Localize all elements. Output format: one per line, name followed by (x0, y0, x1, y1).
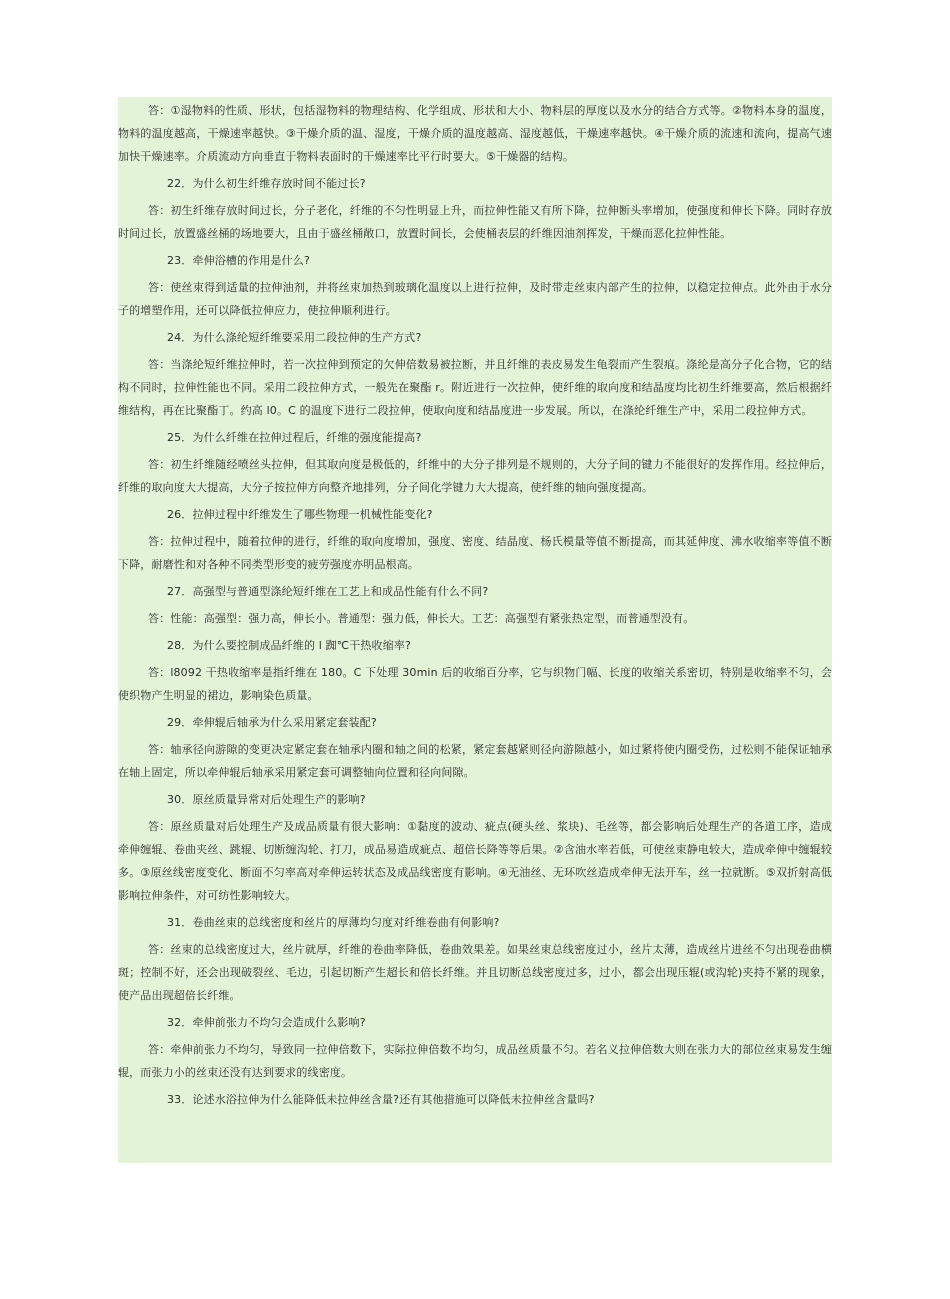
question-heading: 33．论述水浴拉伸为什么能降低未拉伸丝含量?还有其他措施可以降低未拉伸丝含量吗? (167, 1093, 595, 1106)
document-body (118, 97, 832, 1163)
answer-paragraph: 答：拉伸过程中，随着拉伸的进行，纤维的取向度增加，强度、密度、结晶度、杨氏模量等值不断提高，而其延伸度、沸水收缩率等值不断下降，耐磨性和对各种不同类型形变的疲劳强度亦明品根高。 (118, 535, 832, 571)
question-heading: 23．牵伸浴槽的作用是什么? (167, 254, 310, 267)
question-heading: 24．为什么涤纶短纤维要采用二段拉伸的生产方式? (167, 331, 422, 344)
answer-paragraph: 答：l8092 干热收缩率是指纤维在 180。C 下处理 30min 后的收缩百分率，它与织物门幅、长度的收缩关系密切，特别是收缩率不匀，会使织物产生明显的裙边，影响染色质量。 (118, 666, 832, 702)
answer-paragraph: 答：初生纤维存放时间过长，分子老化，纤维的不匀性明显上升，而拉伸性能又有所下降，拉伸断头率增加，使强度和伸长下降。同时存放时间过长，放置盛丝桶的场地要大，且由于盛丝桶敞口，放置时间长，会使桶表层的纤维因油剂挥发，干燥而恶化拉伸性能。 (118, 204, 832, 240)
question-heading: 22．为什么初生纤维存放时间不能过长? (167, 177, 366, 190)
question-heading: 26．拉伸过程中纤维发生了哪些物理一机械性能变化? (167, 508, 433, 521)
question-heading: 28．为什么要控制成品纤维的 l 踟℃干热收缩率? (167, 639, 411, 652)
question-heading: 32．牵伸前张力不均匀会造成什么影响? (167, 1016, 366, 1029)
question-heading: 27．高强型与普通型涤纶短纤维在工艺上和成品性能有什么不同? (167, 585, 489, 598)
answer-paragraph: 答：使丝束得到适量的拉伸油剂，并将丝束加热到玻璃化温度以上进行拉伸，及时带走丝束内部产生的拉伸，以稳定拉伸点。此外由于水分子的增塑作用，还可以降低拉伸应力，使拉伸顺利进行。 (118, 281, 832, 317)
question-heading: 30．原丝质量异常对后处理生产的影响? (167, 793, 366, 806)
answer-paragraph: 答：①湿物料的性质、形状，包括湿物料的物理结构、化学组成、形状和大小、物料层的厚度以及水分的结合方式等。②物料本身的温度，物料的温度越高，干燥速率越快。③干燥介质的温、湿度，干燥介质的温度越高、湿度越低，干燥速率越快。④干燥介质的流速和流向，提高气速加快干燥速率。介质流动方向垂直于物料表面时的干燥速率比平行时要大。⑤干燥器的结构。 (118, 104, 832, 163)
answer-paragraph: 答：牵伸前张力不均匀，导致同一拉伸倍数下，实际拉伸倍数不均匀，成品丝质量不匀。若名义拉伸倍数大则在张力大的部位丝束易发生缠辊，而张力小的丝束还没有达到要求的线密度。 (118, 1043, 832, 1079)
answer-paragraph: 答：轴承径向游隙的变更决定紧定套在轴承内圈和轴之间的松紧，紧定套越紧则径向游隙越小，如过紧将使内圈受伤，过松则不能保证轴承在轴上固定，所以牵伸辊后轴承采用紧定套可调整轴向位置和径向间隙。 (118, 743, 832, 779)
answer-paragraph: 答：性能：高强型：强力高，伸长小。普通型：强力低，伸长大。工艺：高强型有紧张热定型，而普通型没有。 (148, 612, 695, 625)
answer-paragraph: 答：丝束的总线密度过大，丝片就厚，纤维的卷曲率降低，卷曲效果差。如果丝束总线密度过小，丝片太薄，造成丝片进丝不匀出现卷曲横斑；控制不好，还会出现破裂丝、毛边，引起切断产生超长和倍长纤维。并且切断总线密度过多，过小，都会出现压辊(或沟轮)夹持不紧的现象，使产品出现超倍长纤维。 (118, 943, 832, 1002)
question-heading: 29．牵伸辊后轴承为什么采用紧定套装配? (167, 716, 377, 729)
answer-paragraph: 答：原丝质量对后处理生产及成品质量有很大影响：①黏度的波动、疵点(硬头丝、浆块)、毛丝等，都会影响后处理生产的各道工序，造成牵伸缠辊、卷曲夹丝、跳辊、切断缠沟轮、打刀，成品易造成疵点、超倍长降等等后果。②含油水率若低，可使丝束静电较大，造成牵伸中缠辊较多。③原丝线密度变化、断面不匀率高对牵伸运转状态及成品线密度有影响。④无油丝、无环吹丝造成牵伸无法开车，丝一拉就断。⑤双折射高低影响拉伸条件，对可纺性影响较大。 (118, 820, 832, 902)
question-heading: 31．卷曲丝束的总线密度和丝片的厚薄均匀度对纤维卷曲有何影响? (167, 916, 500, 929)
answer-paragraph: 答：当涤纶短纤维拉伸时，若一次拉伸到预定的欠伸倍数易被拉断，并且纤维的表皮易发生龟裂而产生裂痕。涤纶是高分子化合物，它的结构不同时，拉伸性能也不同。采用二段拉伸方式，一般先在聚酯 r。附近进行一次拉伸，使纤维的取向度和结晶度均比初生纤维要高，然后根据纤维结构，再在比聚酯丁。约高 l0。C 的温度下进行二段拉伸，使取向度和结晶度进一步发展。所以，在涤纶纤维生产中，采用二段拉伸方式。 (118, 358, 832, 417)
answer-paragraph: 答：初生纤维随经喷丝头拉伸，但其取向度是极低的，纤维中的大分子排列是不规则的，大分子间的键力不能很好的发挥作用。经拉伸后，纤维的取向度大大提高，大分子按拉伸方向整齐地排列，分子间化学键力大大提高，使纤维的轴向强度提高。 (118, 458, 832, 494)
question-heading: 25．为什么纤维在拉伸过程后，纤维的强度能提高? (167, 431, 422, 444)
